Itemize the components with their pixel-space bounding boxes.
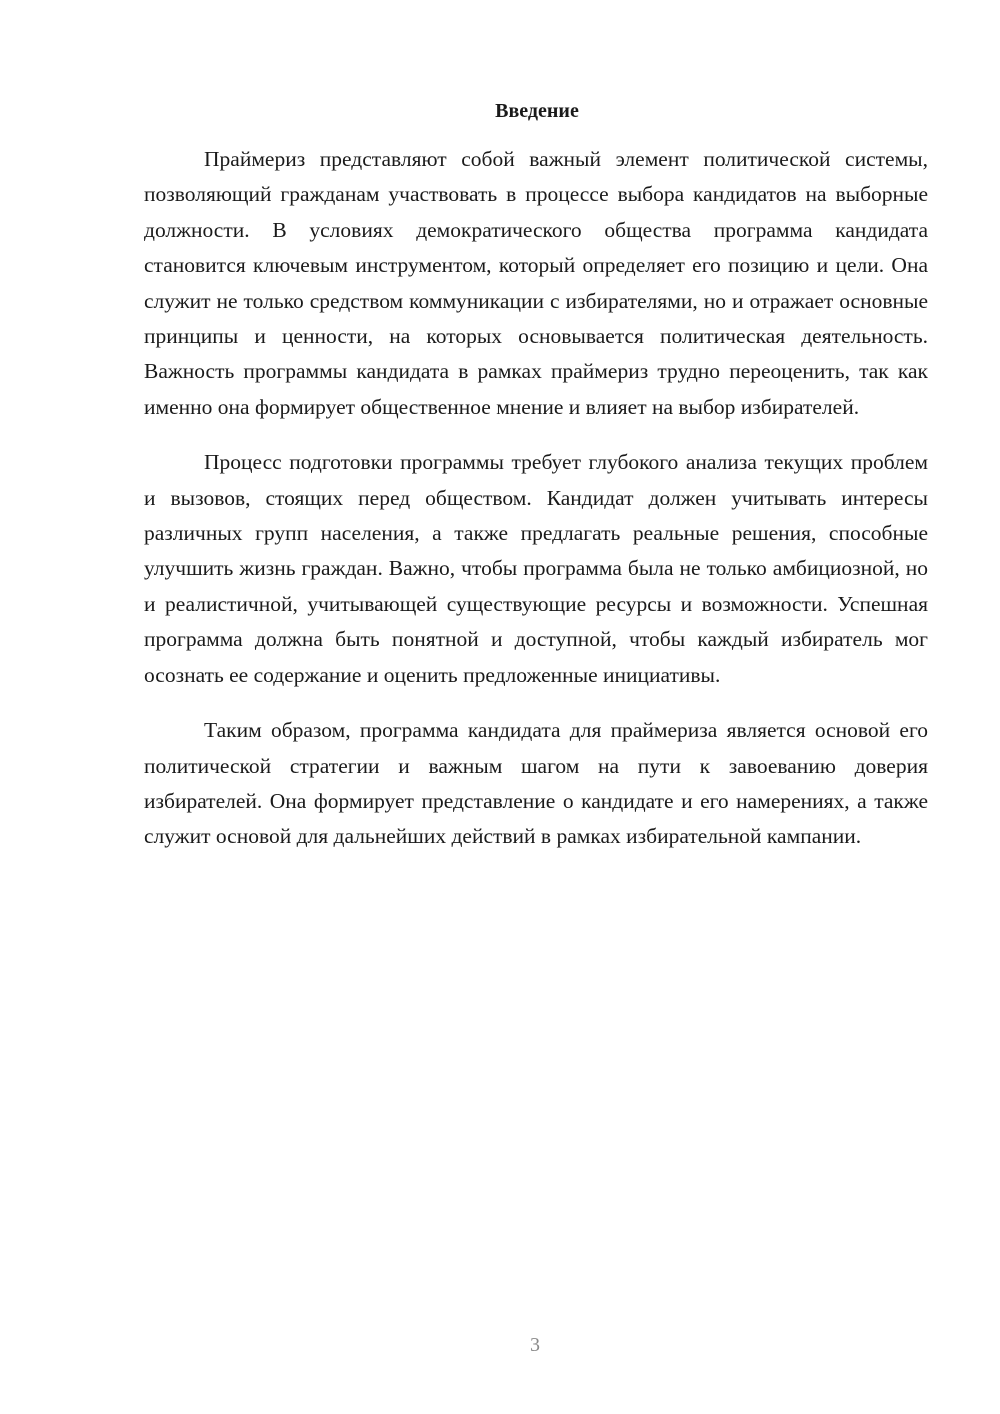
page-number: 3 — [530, 1334, 540, 1356]
paragraph-1: Праймериз представляют собой важный элемент политической системы, позволяющий гражданам участвовать в процессе выбора кандидатов на выборные должности. В условиях демократического общества программа кандидата становится ключевым инструментом, который определяет его позицию и цели. Она служит не только средством коммуникации с избирателями, но и отражает основные принципы и ценности, на которых основывается политическая деятельность. Важность программы кандидата в рамках праймериз трудно переоценить, так как именно она формирует общественное мнение и влияет на выбор избирателей. — [144, 147, 928, 419]
section-title: Введение — [495, 100, 579, 122]
page-content — [144, 96, 928, 875]
paragraph-3: Таким образом, программа кандидата для праймериза является основой его политической стратегии и важным шагом на пути к завоеванию доверия избирателей. Она формирует представление о кандидате и его намерениях, а также служит основой для дальнейших действий в рамках избирательной кампании. — [144, 718, 928, 849]
paragraph-2: Процесс подготовки программы требует глубокого анализа текущих проблем и вызовов, стоящих перед обществом. Кандидат должен учитывать интересы различных групп населения, а также предлагать реальные решения, способные улучшить жизнь граждан. Важно, чтобы программа была не только амбициозной, но и реалистичной, учитывающей существующие ресурсы и возможности. Успешная программа должна быть понятной и доступной, чтобы каждый избиратель мог осознать ее содержание и оценить предложенные инициативы. — [144, 450, 928, 687]
